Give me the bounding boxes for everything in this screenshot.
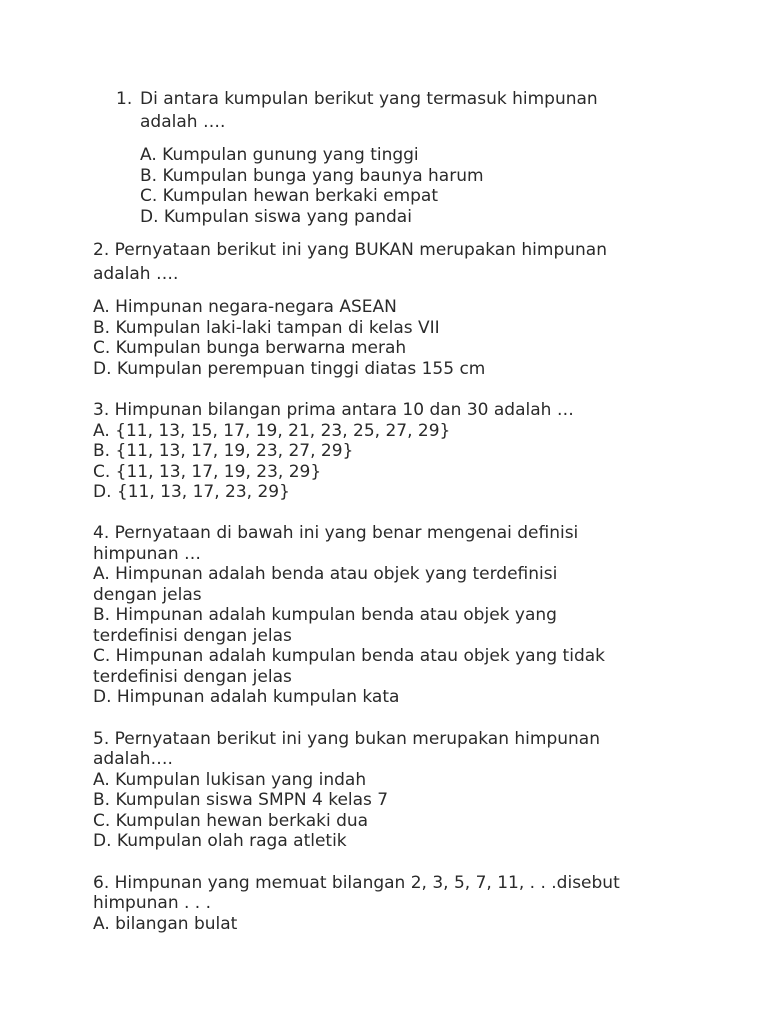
answer-option: A. bilangan bulat xyxy=(93,914,238,934)
question-stem-line: 3. Himpunan bilangan prima antara 10 dan 30 adalah … xyxy=(93,400,574,420)
answer-option: A. Kumpulan gunung yang tinggi xyxy=(140,145,419,165)
answer-option-continuation: dengan jelas xyxy=(93,585,202,605)
answer-option: C. Kumpulan bunga berwarna merah xyxy=(93,338,407,358)
question-stem-line: 4. Pernyataan di bawah ini yang benar mengenai definisi xyxy=(93,523,579,543)
question-stem-line: adalah …. xyxy=(140,112,226,132)
answer-option: A. Himpunan negara-negara ASEAN xyxy=(93,297,397,317)
answer-option: C. Himpunan adalah kumpulan benda atau objek yang tidak xyxy=(93,646,605,666)
answer-option: D. Himpunan adalah kumpulan kata xyxy=(93,687,400,707)
question-stem-line: himpunan . . . xyxy=(93,893,212,913)
question-stem-line: 6. Himpunan yang memuat bilangan 2, 3, 5, 7, 11, . . .disebut xyxy=(93,873,620,893)
question-stem-line: 5. Pernyataan berikut ini yang bukan merupakan himpunan xyxy=(93,729,600,749)
answer-option: C. {11, 13, 17, 19, 23, 29} xyxy=(93,462,322,482)
answer-option: A. {11, 13, 15, 17, 19, 21, 23, 25, 27, 29} xyxy=(93,421,451,441)
answer-option: D. Kumpulan perempuan tinggi diatas 155 cm xyxy=(93,359,486,379)
answer-option: B. Kumpulan laki-laki tampan di kelas VII xyxy=(93,318,440,338)
question-stem-line: 2. Pernyataan berikut ini yang BUKAN merupakan himpunan xyxy=(93,240,607,260)
answer-option: C. Kumpulan hewan berkaki empat xyxy=(140,186,438,206)
answer-option: B. Kumpulan siswa SMPN 4 kelas 7 xyxy=(93,790,389,810)
answer-option: D. Kumpulan siswa yang pandai xyxy=(140,207,412,227)
answer-option: A. Kumpulan lukisan yang indah xyxy=(93,770,367,790)
question-number: 1. xyxy=(116,89,133,109)
answer-option: B. Kumpulan bunga yang baunya harum xyxy=(140,166,484,186)
answer-option: D. {11, 13, 17, 23, 29} xyxy=(93,482,290,502)
question-stem-line: adalah …. xyxy=(93,264,179,284)
answer-option-continuation: terdefinisi dengan jelas xyxy=(93,667,292,687)
answer-option: D. Kumpulan olah raga atletik xyxy=(93,831,347,851)
answer-option-continuation: terdefinisi dengan jelas xyxy=(93,626,292,646)
answer-option: A. Himpunan adalah benda atau objek yang terdefinisi xyxy=(93,564,558,584)
answer-option: C. Kumpulan hewan berkaki dua xyxy=(93,811,369,831)
answer-option: B. {11, 13, 17, 19, 23, 27, 29} xyxy=(93,441,354,461)
question-stem-line: himpunan … xyxy=(93,544,201,564)
question-stem-line: Di antara kumpulan berikut yang termasuk himpunan xyxy=(140,89,598,109)
answer-option: B. Himpunan adalah kumpulan benda atau objek yang xyxy=(93,605,557,625)
question-stem-line: adalah…. xyxy=(93,749,173,769)
